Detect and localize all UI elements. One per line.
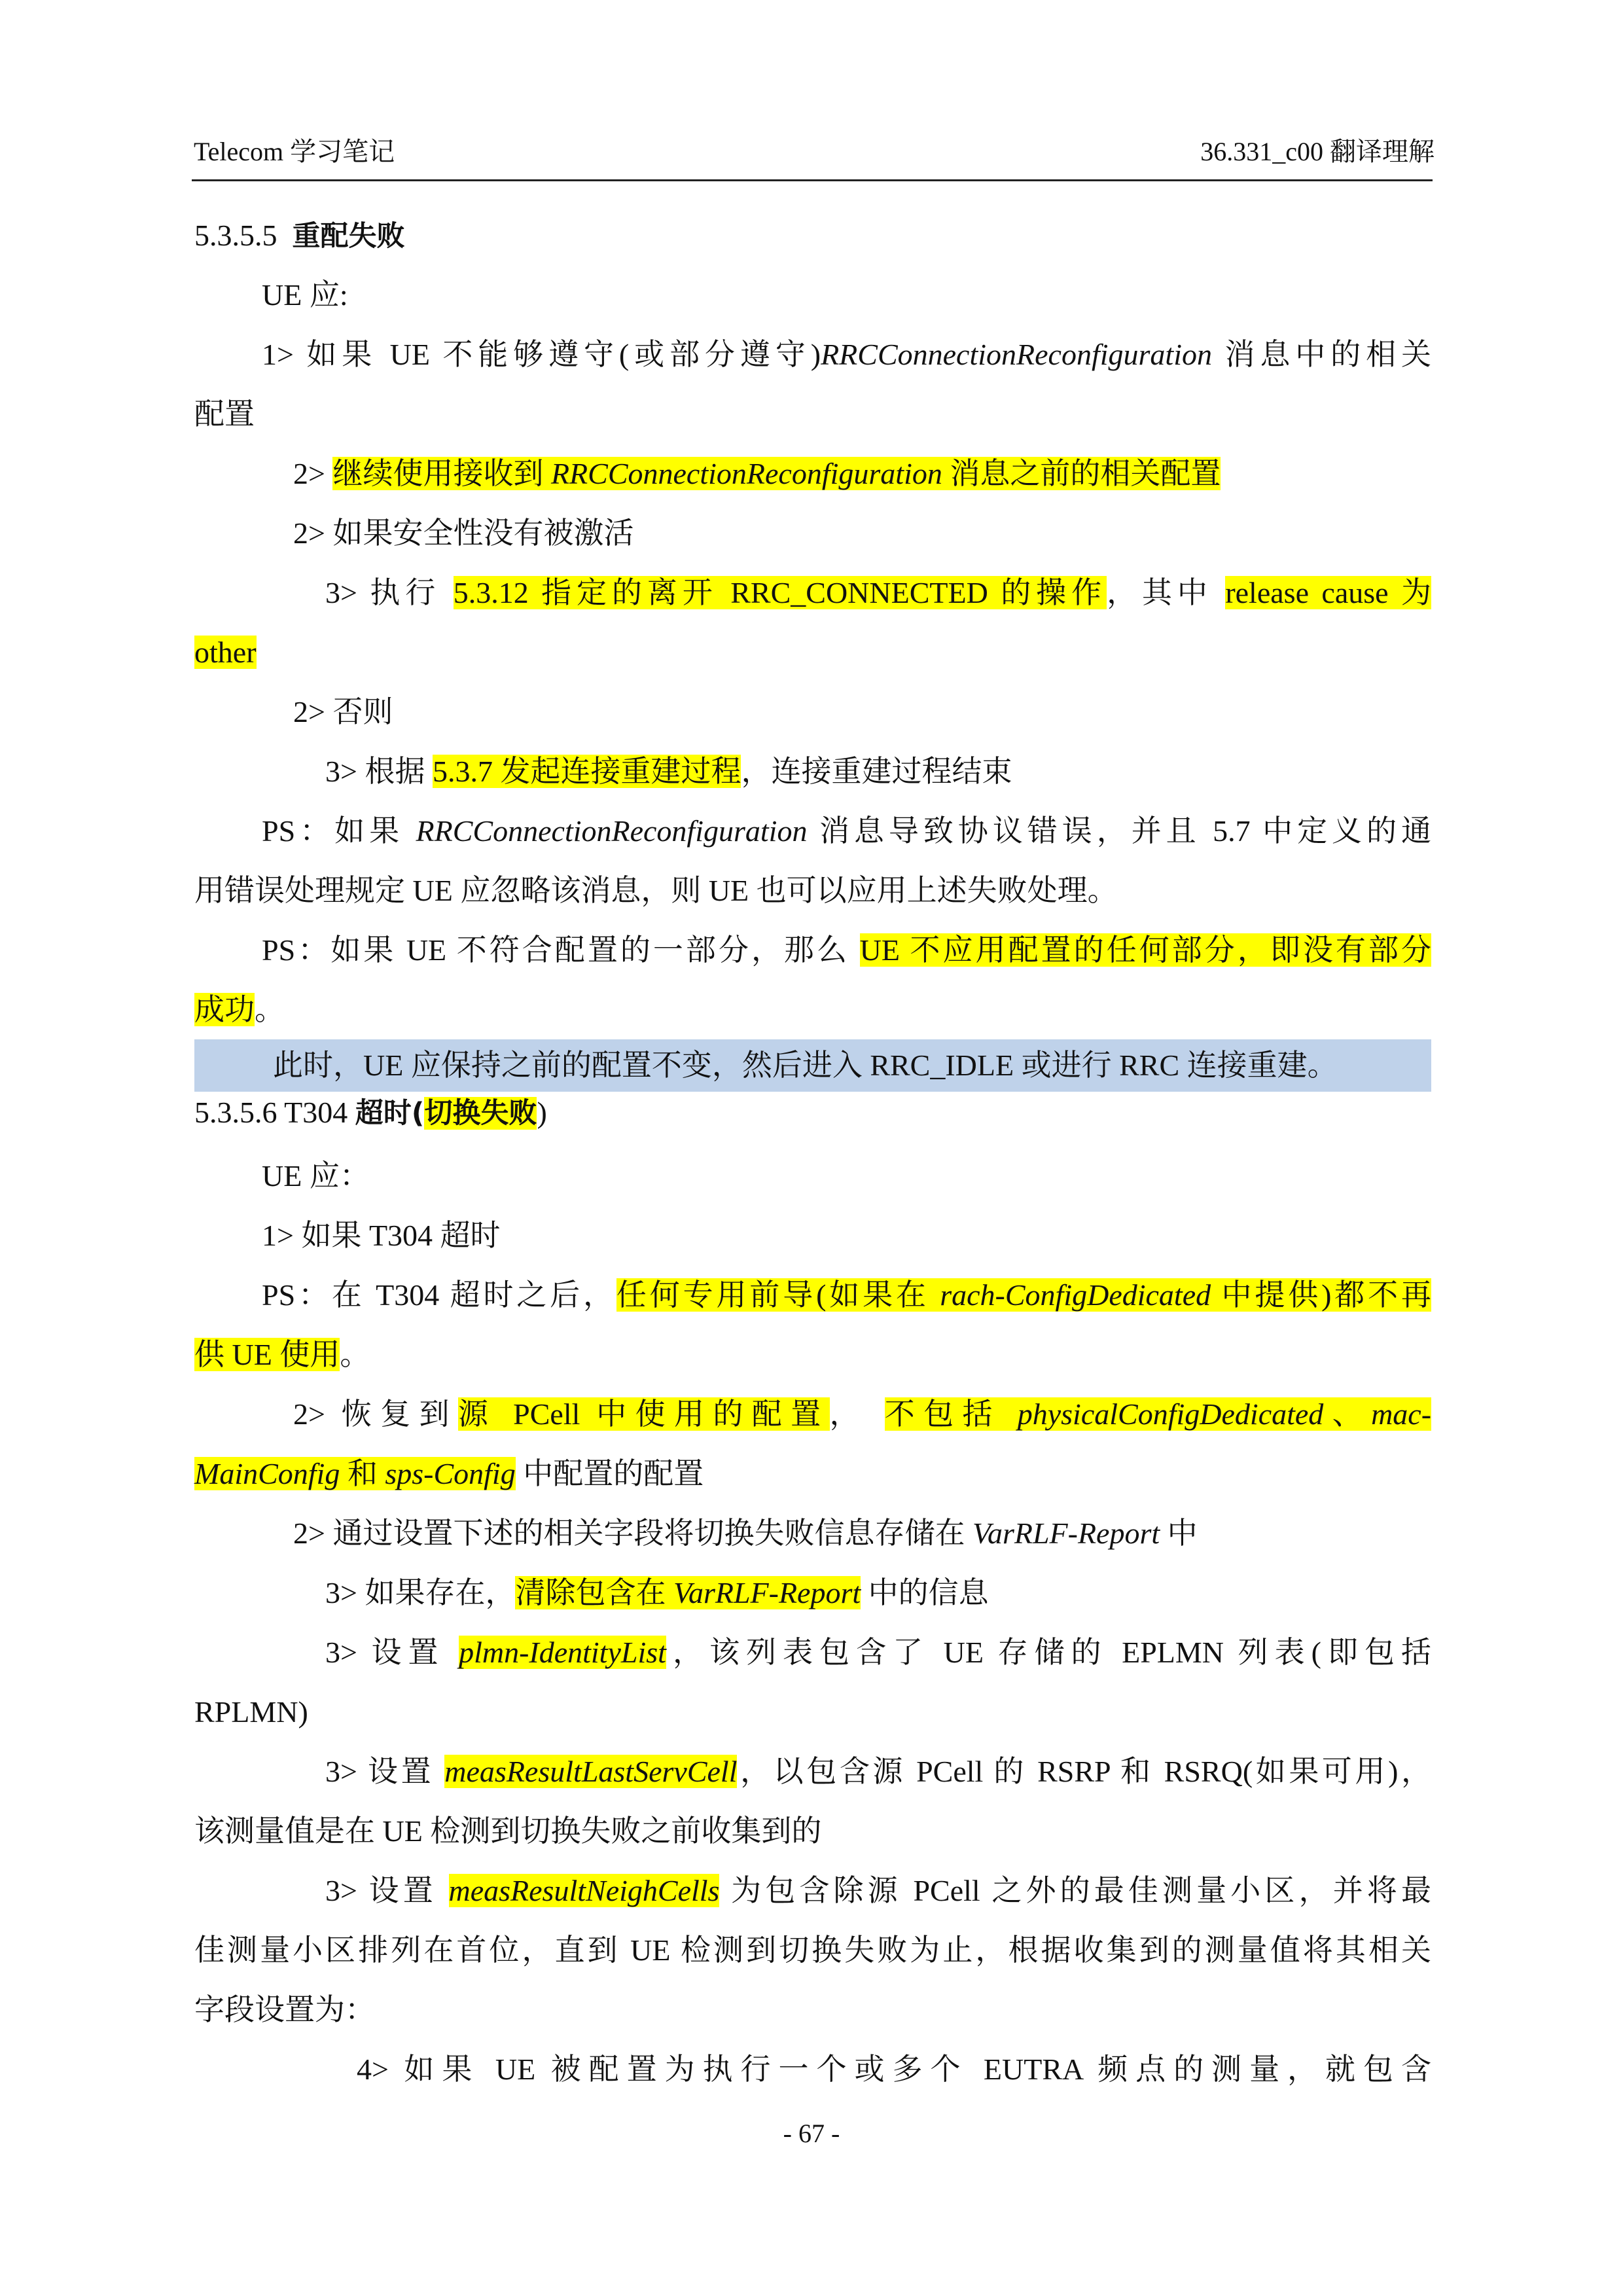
highlighted-text: measResultNeighCells	[448, 1874, 720, 1907]
paragraph-line: UE 应：	[262, 1159, 370, 1193]
paragraph-line: MainConfig 和 sps-Config 中配置的配置	[194, 1457, 704, 1490]
paragraph-line: 1> 如果 UE 不能够遵守(或部分遵守)RRCConnectionReconfiguration 消息中的相关	[262, 338, 1432, 371]
paragraph-line: PS：在 T304 超时之后，任何专用前导(如果在 rach-ConfigDedicated 中提供)都不再	[262, 1278, 1431, 1312]
highlighted-text: other	[194, 636, 257, 669]
highlighted-text: 不包括 physicalConfigDedicated、mac-	[884, 1397, 1432, 1431]
paragraph-line: 2> 如果安全性没有被激活	[293, 516, 634, 550]
header-rule	[192, 179, 1433, 181]
paragraph-line: 3> 设置 measResultLastServCell，以包含源 PCell 的 RSRP 和 RSRQ(如果可用)，	[325, 1755, 1431, 1788]
paragraph-line: 3> 设置 plmn-IdentityList，该列表包含了 UE 存储的 EPLMN 列表(即包括	[325, 1636, 1431, 1669]
header-left: Telecom 学习笔记	[194, 137, 395, 166]
paragraph-line	[194, 622, 1431, 683]
header-right: 36.331_c00 翻译理解	[1200, 137, 1435, 166]
section-heading-5-3-5-5	[194, 206, 1431, 266]
paragraph-line: 2> 继续使用接收到 RRCConnectionReconfiguration 消息之前的相关配置	[293, 457, 1221, 490]
paragraph-line: 成功。	[194, 993, 285, 1026]
paragraph-line: 2> 通过设置下述的相关字段将切换失败信息存储在 VarRLF-Report 中	[293, 1516, 1198, 1550]
highlighted-text: MainConfig 和 sps-Config	[194, 1457, 516, 1490]
paragraph-line: 3> 设置 measResultNeighCells 为包含除源 PCell 之外的最佳测量小区，并将最	[325, 1874, 1431, 1907]
highlighted-text: 继续使用接收到 RRCConnectionReconfiguration 消息之前的相关配置	[332, 457, 1221, 490]
section-number: 5.3.5.5	[194, 219, 277, 252]
highlighted-text: 5.3.12 指定的离开 RRC_CONNECTED 的操作	[453, 576, 1107, 609]
paragraph-line: 佳测量小区排列在首位，直到 UE 检测到切换失败为止，根据收集到的测量值将其相关	[194, 1933, 1431, 1967]
section-number: 5.3.5.6 T304	[194, 1096, 348, 1129]
paragraph-line: 2> 否则	[293, 695, 393, 728]
highlighted-text: 成功	[194, 993, 255, 1026]
paragraph-line: PS：如果 UE 不符合配置的一部分，那么 UE 不应用配置的任何部分，即没有部分	[262, 933, 1432, 967]
paragraph-line: 1> 如果 T304 超时	[262, 1219, 501, 1252]
highlighted-text: UE 不应用配置的任何部分，即没有部分	[859, 933, 1432, 967]
highlighted-text: 供 UE 使用	[194, 1338, 340, 1371]
highlighted-text: measResultLastServCell	[444, 1755, 738, 1788]
page-number: - 67 -	[783, 2119, 840, 2148]
paragraph-line: 字段设置为：	[194, 1993, 375, 2026]
highlighted-text: plmn-IdentityList	[459, 1636, 666, 1669]
section-heading-5-3-5-6: 5.3.5.6 T304 超时(切换失败)	[194, 1096, 547, 1130]
paragraph-line: 供 UE 使用。	[194, 1338, 370, 1371]
paragraph-line: 3> 如果存在，清除包含在 VarRLF-Report 中的信息	[325, 1576, 989, 1609]
highlighted-text: 清除包含在 VarRLF-Report	[515, 1576, 861, 1609]
paragraph-line: 该测量值是在 UE 检测到切换失败之前收集到的	[194, 1814, 822, 1848]
highlighted-text: release cause 为	[1225, 576, 1432, 609]
note-band: 此时，UE 应保持之前的配置不变，然后进入 RRC_IDLE 或进行 RRC 连接重建。	[194, 1039, 1431, 1092]
paragraph-line: 配置	[194, 397, 255, 431]
paragraph-line: UE 应:	[262, 278, 348, 312]
paragraph-line: 3> 执行 5.3.12 指定的离开 RRC_CONNECTED 的操作，其中 release cause 为	[325, 576, 1432, 609]
highlighted-text: 5.3.7 发起连接重建过程	[432, 755, 741, 788]
paragraph-line: 用错误处理规定 UE 应忽略该消息，则 UE 也可以应用上述失败处理。	[194, 874, 1118, 907]
highlighted-text: 切换失败	[424, 1097, 537, 1130]
paragraph-line: 2> 恢复到源 PCell 中使用的配置， 不包括 physicalConfigDedicated、mac-	[293, 1397, 1432, 1431]
section-title: 重配失败	[292, 220, 405, 253]
paragraph-line: PS：如果 RRCConnectionReconfiguration 消息导致协议错误，并且 5.7 中定义的通	[262, 814, 1432, 848]
highlighted-text: 任何专用前导(如果在 rach-ConfigDedicated 中提供)都不再	[616, 1278, 1431, 1312]
paragraph-line: RPLMN)	[194, 1695, 308, 1729]
paragraph-line: 4> 如果 UE 被配置为执行一个或多个 EUTRA 频点的测量，就包含	[357, 2053, 1431, 2086]
highlighted-text: 源 PCell 中使用的配置	[457, 1397, 830, 1431]
paragraph-line: 3> 根据 5.3.7 发起连接重建过程，连接重建过程结束	[325, 755, 1012, 788]
